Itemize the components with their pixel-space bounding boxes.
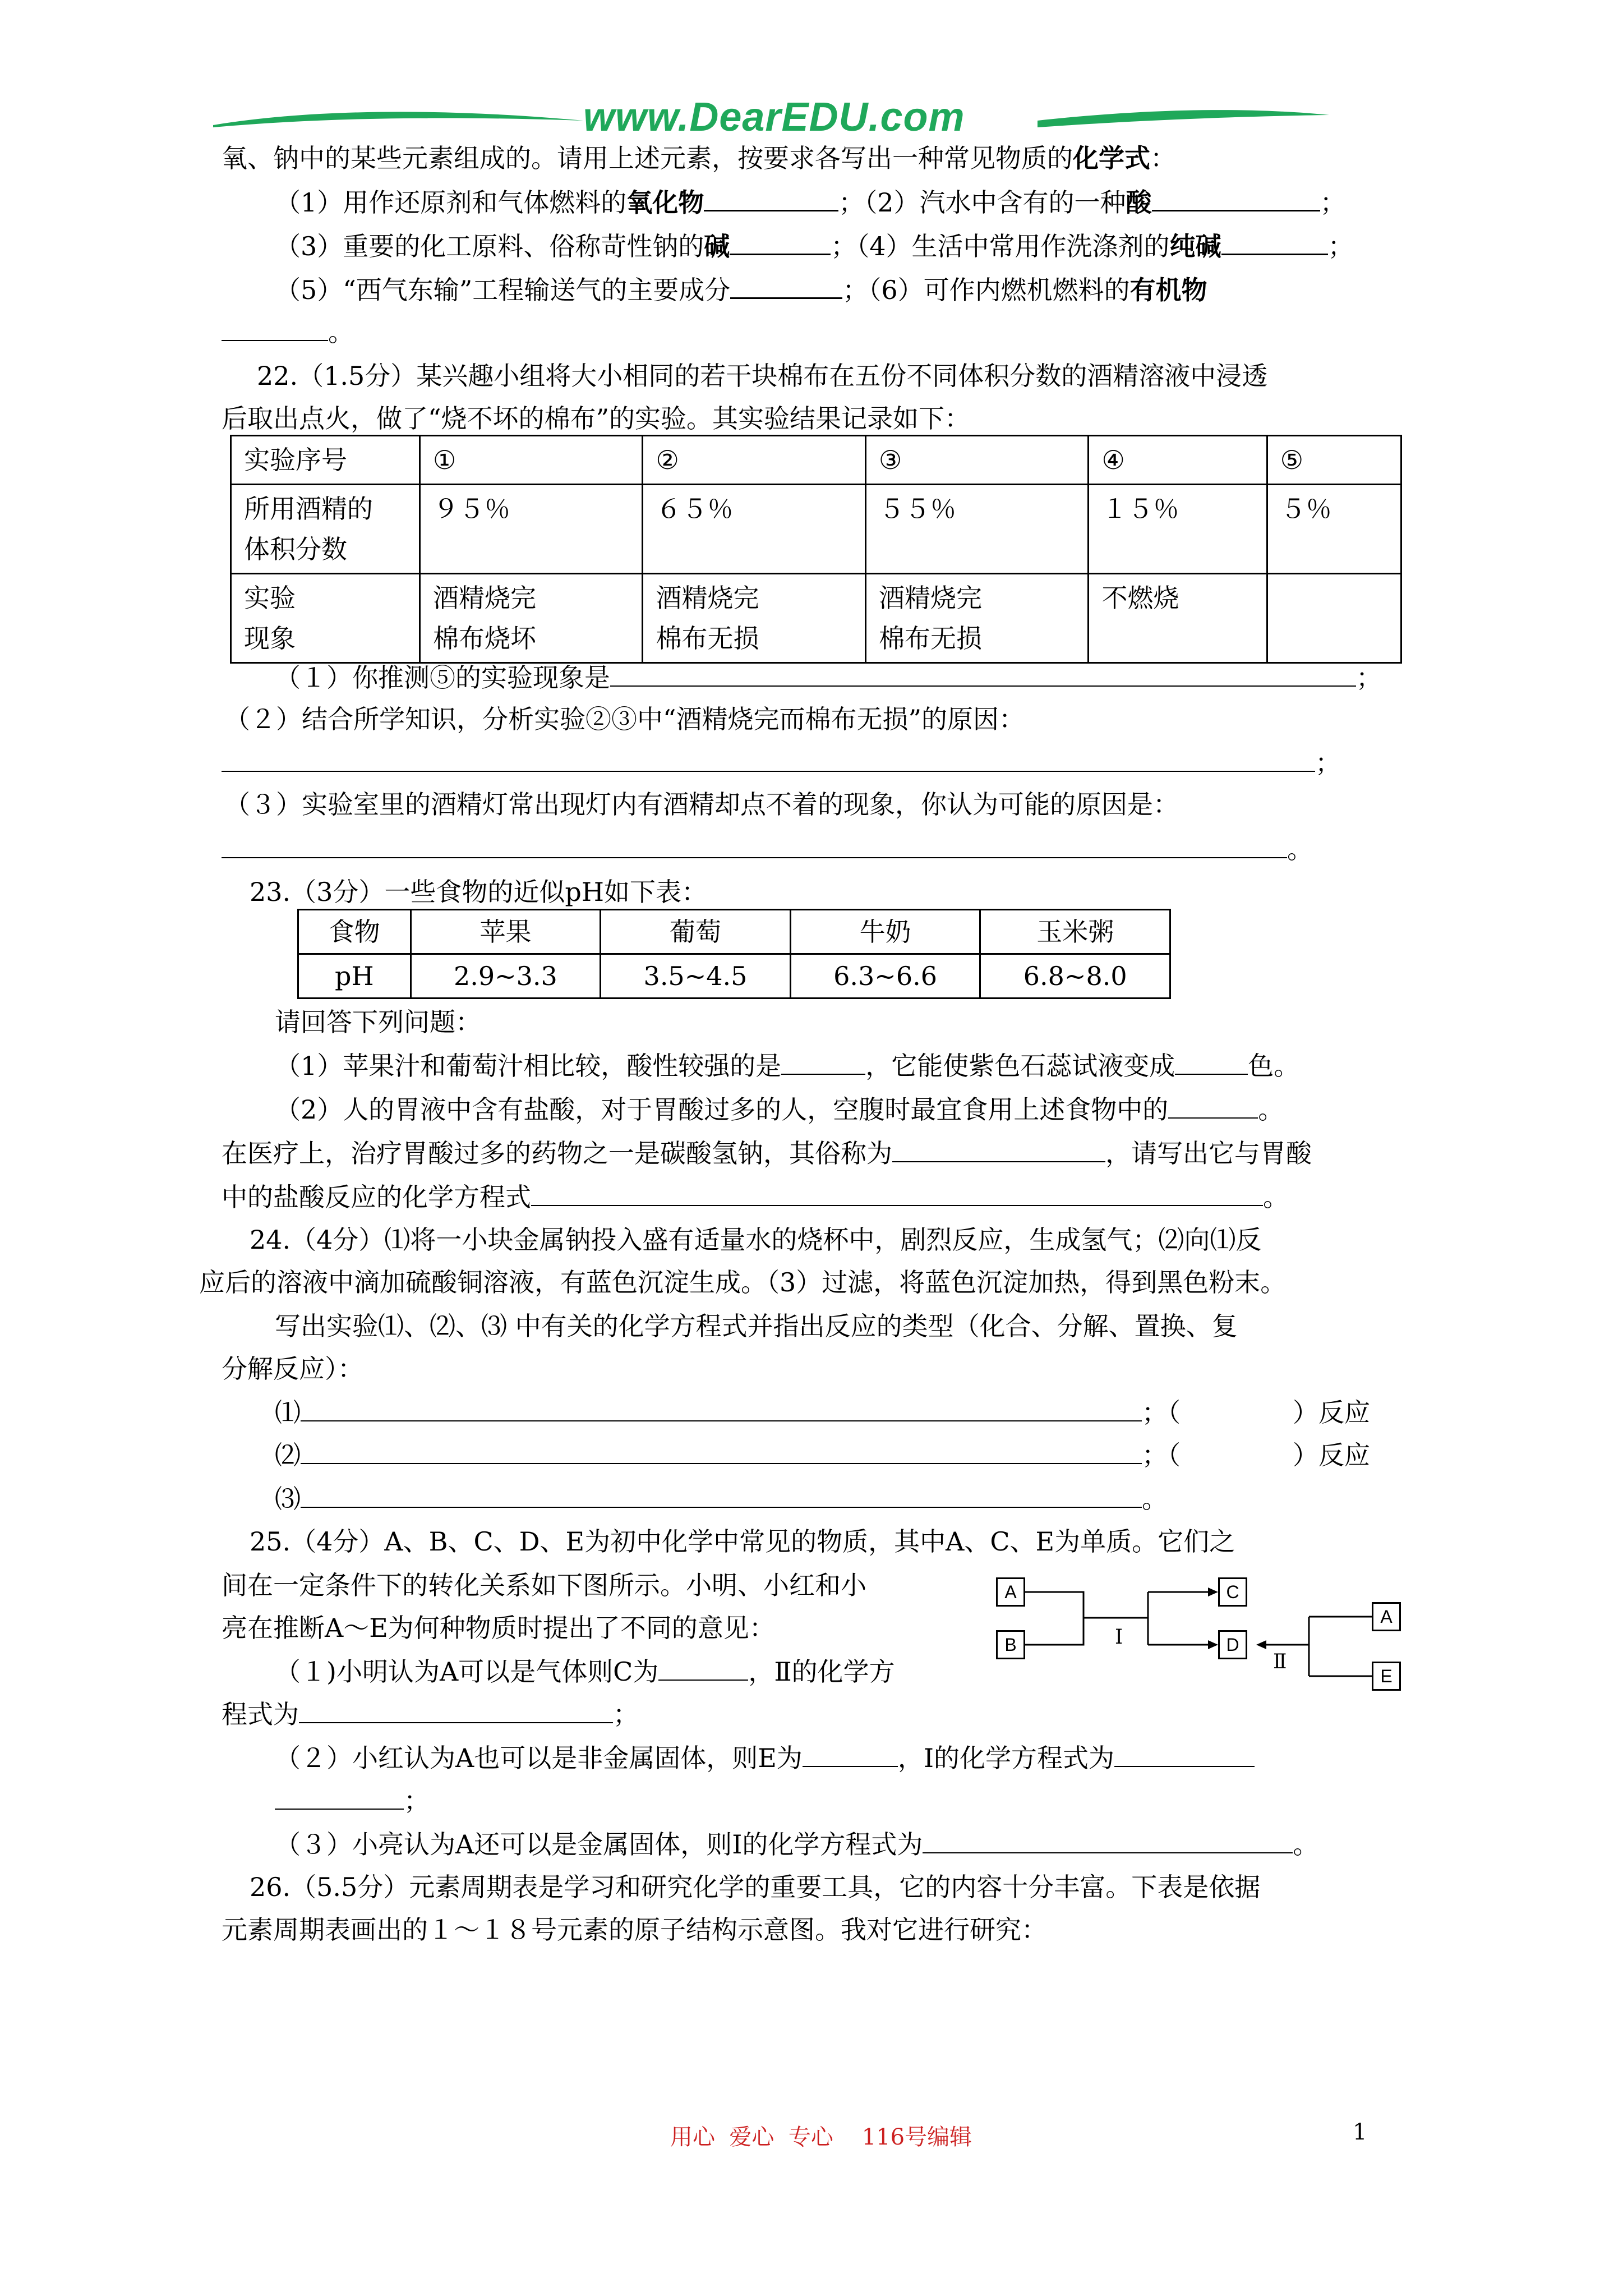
table-cell: ６５％ <box>643 485 865 574</box>
q24-line3: 写出实验⑴、⑵、⑶ 中有关的化学方程式并指出反应的类型（化合、分解、置换、复 <box>275 1311 1238 1341</box>
blank-q22-2[interactable] <box>222 746 1315 772</box>
header-wave-left <box>213 104 583 137</box>
blank-q25-6[interactable] <box>923 1828 1293 1853</box>
table-cell: 2.9~3.3 <box>411 954 601 999</box>
q21-intro: 氧、钠中的某些元素组成的。请用上述元素，按要求各写出一种常见物质的化学式： <box>222 143 1176 173</box>
blank-q22-3[interactable] <box>222 832 1287 858</box>
q23-part1: （1）苹果汁和葡萄汁相比较，酸性较强的是 ，它能使紫色石蕊试液变成 色。 <box>275 1049 1299 1083</box>
q24-line2: 应后的溶液中滴加硫酸铜溶液，有蓝色沉淀生成。（3）过滤，将蓝色沉淀加热，得到黑色粉末。 <box>199 1267 1287 1297</box>
blank-q25-2[interactable] <box>299 1697 613 1723</box>
table-cell: ⑤ <box>1267 436 1401 485</box>
q24-answer2: ⑵ ；（ ）反应 <box>275 1438 1370 1472</box>
diagram-node-d: D <box>1218 1630 1247 1659</box>
blank-q23-2[interactable] <box>1175 1049 1248 1075</box>
q26-line1: 26.（5.5分）元素周期表是学习和研究化学的重要工具，它的内容十分丰富。下表是依据 <box>250 1872 1261 1902</box>
blank-q23-1[interactable] <box>781 1049 865 1075</box>
table-cell: ② <box>643 436 865 485</box>
table-cell: 酒精烧完 棉布无损 <box>643 574 865 663</box>
table-cell: 实验序号 <box>231 436 420 485</box>
blank-q25-1[interactable] <box>658 1655 748 1681</box>
q25-s2: （２）小红认为A也可以是非金属固体，则E为 ，Ⅰ的化学方程式为 <box>275 1741 1255 1775</box>
watermark-text: www.DearEDU.com <box>583 95 965 140</box>
table-cell: 苹果 <box>411 910 601 954</box>
q25-s2-cont: ； <box>275 1784 430 1818</box>
table-cell: 玉米粥 <box>980 910 1170 954</box>
q22-sub3-answer: 。 <box>222 832 1313 866</box>
table-cell <box>1267 574 1401 663</box>
q22-line2: 后取出点火，做了“烧不坏的棉布”的实验。其实验结果记录如下： <box>222 403 971 434</box>
q22-sub2: （２）结合所学知识，分析实验②③中“酒精烧完而棉布无损”的原因： <box>224 704 1025 734</box>
table-cell: ① <box>420 436 643 485</box>
blank-q25-4[interactable] <box>1114 1741 1255 1767</box>
table-cell: 酒精烧完 棉布烧坏 <box>420 574 643 663</box>
table-cell: pH <box>298 954 411 999</box>
blank-q23-4[interactable] <box>892 1137 1105 1162</box>
blank-oxide[interactable] <box>704 185 838 211</box>
q26-line2: 元素周期表画出的１～１８号元素的原子结构示意图。我对它进行研究： <box>222 1915 1047 1945</box>
table-row <box>231 436 1401 485</box>
table-cell: 葡萄 <box>601 910 791 954</box>
diagram-label-ii: Ⅱ <box>1273 1650 1287 1673</box>
page-number: 1 <box>1353 2119 1367 2145</box>
table-cell: １５％ <box>1089 485 1267 574</box>
blank-q23-3[interactable] <box>1168 1093 1258 1119</box>
q25-line3: 亮在推断A～E为何种物质时提出了不同的意见： <box>222 1613 775 1643</box>
table-row <box>298 954 1170 999</box>
q23-ask: 请回答下列问题： <box>275 1007 481 1037</box>
blank-q24-3[interactable] <box>301 1482 1142 1508</box>
q24-line4: 分解反应）： <box>222 1354 363 1384</box>
q24-answer3: ⑶ 。 <box>275 1482 1168 1516</box>
blank-q24-1[interactable] <box>301 1396 1142 1421</box>
diagram-node-e: E <box>1372 1662 1401 1691</box>
q25-s1-cont: 程式为 ； <box>222 1697 639 1731</box>
q23-part4: 中的盐酸反应的化学方程式 。 <box>222 1180 1289 1214</box>
blank-acid[interactable] <box>1152 185 1320 211</box>
q25-s1: （１)小明认为A可以是气体则C为 ，Ⅱ的化学方 <box>275 1655 895 1688</box>
q23-part2: （2）人的胃液中含有盐酸，对于胃酸过多的人，空腹时最宜食用上述食物中的 。 <box>275 1093 1284 1126</box>
table-cell: 牛奶 <box>790 910 980 954</box>
q22-line1: 22.（1.5分）某兴趣小组将大小相同的若干块棉布在五份不同体积分数的酒精溶液中浸透 <box>257 361 1268 391</box>
q22-sub2-answer: ； <box>222 746 1341 780</box>
q21-line1: （1）用作还原剂和气体燃料的氧化物 ；（2）汽水中含有的一种酸 ； <box>275 185 1346 219</box>
table-cell: ５％ <box>1267 485 1401 574</box>
table-cell: ④ <box>1089 436 1267 485</box>
table-cell: 不燃烧 <box>1089 574 1267 663</box>
q22-sub1: （１）你推测⑤的实验现象是 ； <box>275 661 1382 694</box>
diagram-node-a-second: A <box>1372 1602 1401 1631</box>
blank-gas[interactable] <box>730 273 842 299</box>
q25-line2: 间在一定条件下的转化关系如下图所示。小明、小红和小 <box>222 1570 866 1600</box>
ph-table <box>297 909 1171 999</box>
table-cell: ９５％ <box>420 485 643 574</box>
table-cell: 食物 <box>298 910 411 954</box>
q24-line1: 24.（4分）⑴将一小块金属钠投入盛有适量水的烧杯中，剧烈反应，生成氢气；⑵向⑴反 <box>250 1225 1262 1255</box>
header-wave-right <box>1038 104 1329 137</box>
experiment-table <box>230 435 1402 664</box>
q23-part3: 在医疗上，治疗胃酸过多的药物之一是碳酸氢钠，其俗称为 ，请写出它与胃酸 <box>222 1137 1312 1170</box>
diagram-label-i: Ⅰ <box>1115 1626 1123 1649</box>
blank-q25-3[interactable] <box>803 1741 898 1767</box>
q25-line1: 25.（4分）A、B、C、D、E为初中化学中常见的物质，其中A、C、E为单质。它们之 <box>250 1526 1235 1557</box>
blank-q23-5[interactable] <box>531 1180 1263 1206</box>
q24-answer1: ⑴ ；（ ）反应 <box>275 1396 1370 1429</box>
table-cell: ③ <box>865 436 1088 485</box>
diagram-node-b: B <box>996 1630 1025 1659</box>
table-cell: 6.3~6.6 <box>790 954 980 999</box>
diagram-node-c: C <box>1218 1577 1247 1607</box>
blank-q25-5[interactable] <box>275 1784 404 1810</box>
table-row <box>231 574 1401 663</box>
table-cell: 6.8~8.0 <box>980 954 1170 999</box>
table-cell: 3.5~4.5 <box>601 954 791 999</box>
page-footer: 用心 爱心 专心 116号编辑 <box>670 2124 972 2150</box>
q23-title: 23.（3分）一些食物的近似pH如下表： <box>250 877 707 907</box>
blank-soda[interactable] <box>1221 229 1328 255</box>
blank-organic[interactable] <box>222 315 328 341</box>
table-cell: 所用酒精的 体积分数 <box>231 485 420 574</box>
q21-line3: （5）“西气东输”工程输送气的主要成分 ；（6）可作内燃机燃料的有机物 <box>275 273 1207 307</box>
table-cell: ５５％ <box>865 485 1088 574</box>
table-cell: 实验 现象 <box>231 574 420 663</box>
reaction-diagram-lines <box>993 1582 1408 1694</box>
q21-line2: （3）重要的化工原料、俗称苛性钠的碱 ；（4）生活中常用作洗涤剂的纯碱 ； <box>275 229 1354 263</box>
table-cell: 酒精烧完 棉布无损 <box>865 574 1088 663</box>
q21-line4: 。 <box>222 315 354 349</box>
table-row <box>231 485 1401 574</box>
q22-sub3: （３）实验室里的酒精灯常出现灯内有酒精却点不着的现象，你认为可能的原因是： <box>224 789 1179 820</box>
table-row <box>298 910 1170 954</box>
blank-base[interactable] <box>730 229 831 255</box>
blank-q22-1[interactable] <box>610 661 1356 687</box>
blank-q24-2[interactable] <box>301 1438 1142 1464</box>
q25-s3: （３）小亮认为A还可以是金属固体，则Ⅰ的化学方程式为 。 <box>275 1828 1318 1861</box>
diagram-node-a: A <box>996 1577 1025 1607</box>
